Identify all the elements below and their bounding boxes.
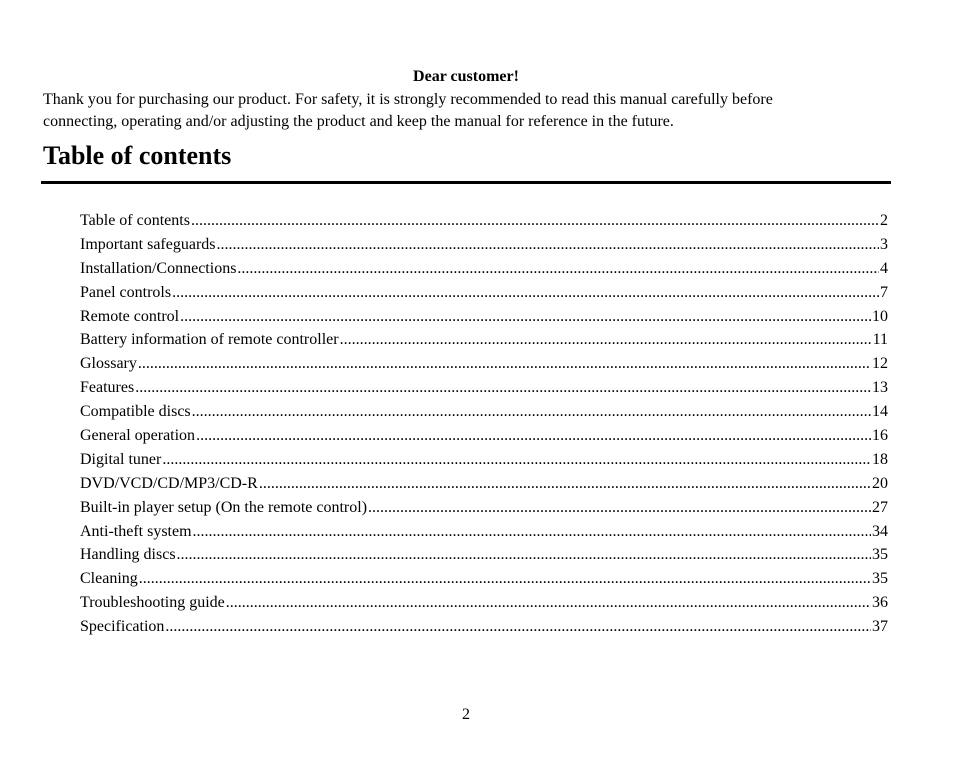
toc-entry[interactable] bbox=[80, 352, 888, 376]
toc-dot-leader bbox=[368, 496, 871, 520]
toc-entry-page: 34 bbox=[872, 522, 888, 540]
toc-entry[interactable] bbox=[80, 400, 888, 424]
toc-entry[interactable] bbox=[80, 233, 888, 257]
toc-entry[interactable] bbox=[80, 305, 888, 329]
toc-entry-page: 27 bbox=[872, 498, 888, 516]
toc-entry[interactable] bbox=[80, 376, 888, 400]
toc-dot-leader bbox=[191, 209, 879, 233]
toc-dot-leader bbox=[139, 567, 871, 591]
toc-entry-page: 35 bbox=[872, 546, 888, 564]
toc-entry[interactable] bbox=[80, 543, 888, 567]
intro-line: connecting, operating and/or adjusting the product and keep the manual for reference in the future. bbox=[43, 112, 674, 130]
toc-dot-leader bbox=[135, 376, 871, 400]
toc-entry[interactable] bbox=[80, 209, 888, 233]
toc-dot-leader bbox=[138, 352, 871, 376]
page-number: 2 bbox=[462, 706, 470, 723]
toc-dot-leader bbox=[193, 520, 871, 544]
toc-entry[interactable] bbox=[80, 615, 888, 639]
toc-entry-title: Important safeguards bbox=[80, 235, 216, 253]
toc-entry-title: Battery information of remote controller bbox=[80, 331, 339, 349]
greeting-heading: Dear customer! bbox=[413, 68, 519, 85]
toc-entry-page: 3 bbox=[880, 235, 888, 253]
toc-entry-title: Features bbox=[80, 379, 135, 397]
toc-entry-page: 37 bbox=[872, 618, 888, 636]
toc-entry[interactable] bbox=[80, 472, 888, 496]
toc-entry[interactable] bbox=[80, 567, 888, 591]
toc-entry-page: 13 bbox=[872, 379, 888, 397]
toc-dot-leader bbox=[177, 543, 871, 567]
toc-dot-leader bbox=[165, 615, 871, 639]
toc-entry-title: Troubleshooting guide bbox=[80, 594, 225, 612]
toc-entry-title: General operation bbox=[80, 427, 196, 445]
toc-entry-title: Anti-theft system bbox=[80, 522, 192, 540]
toc-list bbox=[80, 209, 888, 639]
toc-dot-leader bbox=[172, 281, 879, 305]
toc-entry-page: 2 bbox=[880, 212, 888, 229]
toc-dot-leader bbox=[192, 400, 871, 424]
toc-entry-page: 14 bbox=[872, 403, 888, 421]
toc-dot-leader bbox=[162, 448, 871, 472]
toc-entry-title: Handling discs bbox=[80, 546, 176, 564]
toc-dot-leader bbox=[237, 257, 879, 281]
toc-entry-page: 11 bbox=[872, 331, 888, 349]
toc-entry-page: 10 bbox=[872, 307, 888, 325]
intro-line: Thank you for purchasing our product. For safety, it is strongly recommended to read this manual carefully before bbox=[43, 91, 773, 108]
toc-entry-title: Installation/Connections bbox=[80, 259, 237, 277]
toc-entry-title: Panel controls bbox=[80, 283, 172, 301]
toc-entry[interactable] bbox=[80, 520, 888, 544]
toc-entry-title: Digital tuner bbox=[80, 450, 162, 468]
toc-dot-leader bbox=[226, 591, 871, 615]
toc-dot-leader bbox=[340, 328, 872, 352]
toc-heading: Table of contents bbox=[43, 141, 232, 170]
toc-entry-page: 20 bbox=[872, 474, 888, 492]
toc-entry-page: 36 bbox=[872, 594, 888, 612]
heading-divider bbox=[41, 181, 891, 184]
toc-dot-leader bbox=[259, 472, 871, 496]
toc-entry-page: 18 bbox=[872, 450, 888, 468]
toc-entry-page: 16 bbox=[872, 427, 888, 445]
toc-entry-title: Specification bbox=[80, 618, 165, 636]
toc-entry-title: Built-in player setup (On the remote control) bbox=[80, 498, 368, 516]
toc-entry-page: 4 bbox=[880, 259, 888, 277]
toc-entry[interactable] bbox=[80, 496, 888, 520]
toc-entry-title: Table of contents bbox=[80, 212, 190, 229]
toc-entry[interactable] bbox=[80, 424, 888, 448]
toc-entry-page: 35 bbox=[872, 570, 888, 588]
toc-entry[interactable] bbox=[80, 257, 888, 281]
toc-entry[interactable] bbox=[80, 281, 888, 305]
toc-entry-page: 12 bbox=[872, 355, 888, 373]
toc-dot-leader bbox=[217, 233, 879, 257]
toc-entry-title: DVD/VCD/CD/MP3/CD-R bbox=[80, 474, 258, 492]
toc-entry[interactable] bbox=[80, 591, 888, 615]
toc-entry[interactable] bbox=[80, 328, 888, 352]
toc-entry-title: Remote control bbox=[80, 307, 180, 325]
toc-dot-leader bbox=[180, 305, 871, 329]
intro-paragraph bbox=[43, 89, 893, 132]
toc-dot-leader bbox=[196, 424, 871, 448]
toc-entry-title: Glossary bbox=[80, 355, 137, 373]
toc-entry[interactable] bbox=[80, 448, 888, 472]
toc-entry-title: Compatible discs bbox=[80, 403, 191, 421]
toc-entry-page: 7 bbox=[880, 283, 888, 301]
toc-entry-title: Cleaning bbox=[80, 570, 138, 588]
